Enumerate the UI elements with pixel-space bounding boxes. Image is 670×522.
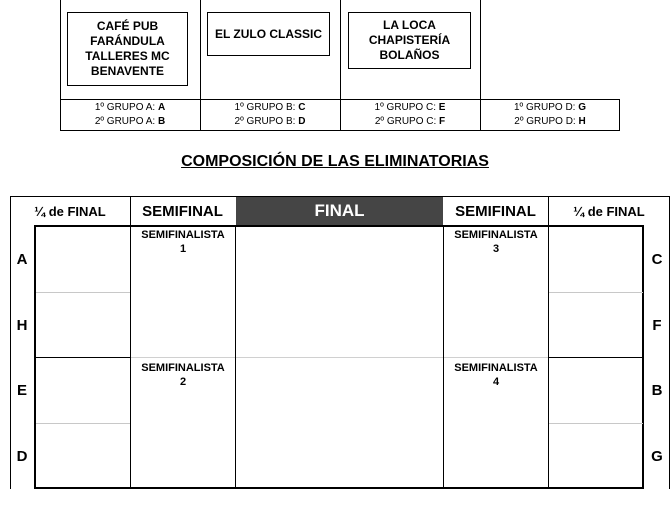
group-a-first-label: 1º GRUPO A: [94,102,158,113]
group-cell-c [340,100,480,130]
right-letter-2: F [652,316,662,334]
semifinalist-4-number: 4 [492,376,500,388]
semi-left-sep [131,357,235,358]
semifinalist-2-label: SEMIFINALISTA [141,362,225,374]
page-heading: COMPOSICIÓN DE LAS ELIMINATORIAS [181,153,489,170]
header-semi-left: SEMIFINAL [142,202,223,220]
semifinalist-3-label: SEMIFINALISTA [454,229,538,241]
group-b-first-code: C [298,102,306,113]
group-cell-b [200,100,340,130]
right-letter-3: B [651,382,663,399]
group-c-first-code: E [438,102,446,113]
header-divider-2 [548,196,549,225]
header-quarter-right: ¼ de FINAL [573,203,645,219]
semifinalist-1-number: 1 [179,243,187,255]
quarter-left-sep-2 [36,357,130,358]
right-letter-1: C [651,251,663,268]
semifinalist-1 [131,228,235,256]
quarter-left-sep-3 [36,423,130,424]
left-letter-1: A [16,251,28,268]
table-border-bottom [60,130,620,131]
team-box-3: LA LOCA CHAPISTERÍA BOLAÑOS [348,12,471,69]
group-a-second-code: B [157,116,166,127]
left-letter-4: D [16,447,28,465]
bracket-top-border [10,196,670,197]
quarter-right-sep-1 [549,292,643,293]
semifinalist-1-label: SEMIFINALISTA [141,229,225,241]
group-d-first-code: G [578,102,586,113]
group-b-second-label: 2º GRUPO B: [234,116,299,127]
semifinalist-2 [131,361,235,389]
semi-right-sep [444,357,548,358]
team-box-2: EL ZULO CLASSIC [207,12,330,56]
group-cell-a [60,100,200,130]
quarter-left-sep-1 [36,292,130,293]
group-a-first-code: A [157,102,166,113]
team-box-1: CAFÉ PUB FARÁNDULA TALLERES MC BENAVENTE [67,12,188,86]
group-b-second-code: D [298,116,306,127]
header-divider-1 [130,196,131,225]
group-cell-d [480,100,620,130]
group-d-first-label: 1º GRUPO D: [514,102,579,113]
semifinalist-4 [444,361,548,389]
group-c-second-code: F [439,116,446,127]
left-letter-3: E [16,382,27,399]
group-c-second-label: 2º GRUPO C: [374,116,440,127]
semifinalist-3-number: 3 [492,243,500,255]
semifinalist-2-number: 2 [179,376,187,388]
quarter-right-sep-3 [549,423,643,424]
right-letter-4: G [651,447,663,465]
semifinalist-3 [444,228,548,256]
header-final: FINAL [236,197,443,225]
group-b-first-label: 1º GRUPO B: [234,102,299,113]
group-a-second-label: 2º GRUPO A: [94,116,158,127]
quarter-right-sep-2 [549,357,643,358]
group-c-first-label: 1º GRUPO C: [374,102,439,113]
group-d-second-code: H [578,116,586,127]
left-letter-2: H [16,316,28,334]
header-quarter-left: ¼ de FINAL [34,203,106,219]
header-semi-right: SEMIFINAL [455,202,536,220]
semifinalist-4-label: SEMIFINALISTA [454,362,538,374]
group-d-second-label: 2º GRUPO D: [514,116,579,127]
final-sep [236,357,443,358]
